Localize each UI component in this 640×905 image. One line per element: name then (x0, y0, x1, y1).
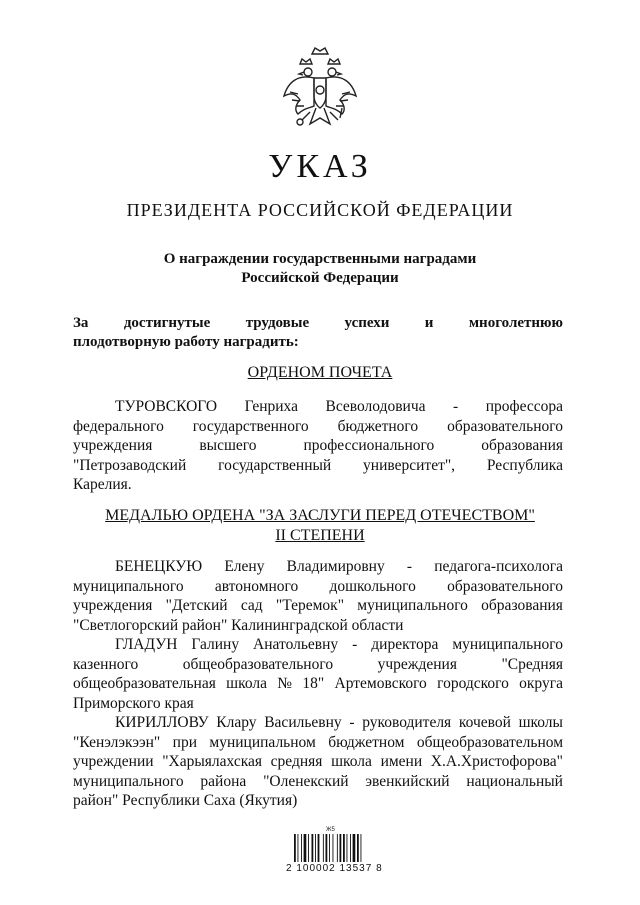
word: 18" (302, 675, 325, 692)
word: район" Республики Саха (Якутия) (73, 792, 298, 809)
word: - (352, 636, 358, 653)
barcode-bar (304, 834, 307, 862)
word: школа (226, 675, 267, 692)
barcode-bar (340, 834, 342, 862)
word: образовательного (447, 417, 563, 435)
word: Приморского края (73, 694, 194, 712)
word: ТУРОВСКОГО (115, 398, 218, 415)
barcode-bar (347, 834, 348, 862)
barcode-bar (315, 834, 316, 862)
barcode-bar (329, 834, 330, 862)
barcode-bar (312, 834, 314, 862)
heading-line: Российской Федерации (241, 270, 399, 286)
word: "Петрозаводский (73, 456, 187, 474)
word: Клару (216, 714, 257, 731)
word: учреждении (73, 753, 154, 770)
word: - (406, 558, 413, 575)
recipient-line (73, 791, 563, 811)
recipient-line (73, 436, 563, 456)
recipient-paragraph (73, 713, 563, 811)
word: Республика (486, 456, 563, 474)
word: Владимировну (286, 558, 385, 575)
word: автономного (214, 577, 299, 595)
word: общеобразовательного (182, 655, 334, 673)
word: муниципального (73, 772, 184, 790)
word: дошкольного (329, 577, 416, 595)
word: директора (371, 636, 439, 653)
award-title-line: ОРДЕНОМ ПОЧЕТА (247, 364, 393, 381)
word: средняя (270, 753, 323, 770)
barcode-bar (350, 834, 351, 862)
intro-paragraph (73, 314, 563, 352)
intro-line: плодотворную работу наградить: (73, 334, 299, 350)
barcode-bar (343, 834, 345, 862)
document-subtitle: ПРЕЗИДЕНТА РОССИЙСКОЙ ФЕДЕРАЦИИ (126, 200, 514, 220)
word: при (172, 733, 197, 751)
word: округа (519, 675, 563, 692)
recipient-line (73, 655, 563, 675)
intro-word: трудовые (245, 315, 310, 331)
word: муниципального (357, 597, 468, 614)
word: учреждения (377, 655, 457, 673)
recipient-paragraph (73, 557, 563, 635)
word: "Средняя (501, 655, 563, 673)
barcode-bar (333, 834, 334, 862)
word: Артемовского (334, 675, 427, 692)
word: государственного (192, 417, 309, 435)
word: городского (437, 675, 509, 692)
word: университет", (363, 456, 456, 474)
award-title-line: МЕДАЛЬЮ ОРДЕНА "ЗА ЗАСЛУГИ ПЕРЕД ОТЕЧЕСТВОМ" (105, 507, 535, 524)
word: района (200, 772, 247, 790)
word: Х.А.Христофорова" (430, 753, 563, 770)
word: профессионального (303, 437, 435, 454)
recipient-line (73, 475, 563, 495)
word: казенного (73, 655, 139, 673)
recipient-line (73, 713, 563, 733)
word: "Харыялахская (162, 753, 262, 770)
word: школа (331, 753, 372, 770)
recipient-line (73, 417, 563, 437)
recipient-line (73, 596, 563, 616)
award-title (0, 363, 640, 383)
word: учреждения (73, 597, 153, 614)
barcode-tag: Ж5 (326, 827, 335, 833)
word: № (277, 675, 293, 692)
recipient-line (73, 772, 563, 792)
word: высшего (199, 437, 257, 454)
word: профессора (485, 398, 563, 415)
recipient-line (73, 694, 563, 714)
barcode-bar (357, 834, 359, 862)
intro-line (73, 314, 563, 333)
heading-line: О награждении государственными наградами (163, 251, 477, 267)
word: национальный (466, 772, 563, 790)
word: БЕНЕЦКУЮ (115, 558, 203, 575)
word: муниципальном (209, 733, 316, 751)
word: "Оленекский (263, 772, 349, 790)
word: эвенкийский (365, 772, 450, 790)
award-title (0, 506, 640, 546)
barcode-bar (326, 834, 328, 862)
double-headed-eagle-emblem-icon (278, 44, 362, 140)
word: ГЛАДУН (115, 636, 178, 653)
word: - (453, 398, 459, 415)
word: сад (240, 597, 263, 614)
word: Галину (191, 636, 240, 653)
word: общеобразовательная (73, 675, 216, 692)
barcode-bar (301, 834, 302, 862)
word: Анатольевну (253, 636, 339, 653)
document-title: УКАЗ (268, 148, 372, 185)
word: педагога-психолога (434, 558, 563, 575)
recipient-line (73, 616, 563, 636)
intro-word: многолетнюю (468, 315, 563, 331)
word: учреждения (73, 437, 153, 454)
word: руководителя (362, 714, 452, 731)
word: КИРИЛЛОВУ (115, 714, 209, 731)
word: Елену (224, 558, 265, 575)
word: образования (481, 597, 563, 614)
word: федерального (73, 417, 164, 435)
word: образовательного (447, 577, 563, 595)
word: школы (518, 714, 563, 731)
recipient-line (73, 456, 563, 476)
intro-word: За (73, 315, 89, 331)
barcode-bar (298, 834, 299, 862)
word: "Детский (165, 597, 228, 614)
word: общеобразовательном (416, 733, 563, 751)
intro-word: успехи (344, 315, 390, 331)
recipient-line (73, 635, 563, 655)
word: муниципального (452, 636, 563, 653)
intro-word: и (424, 315, 434, 331)
word: образования (481, 437, 563, 454)
recipient-line (73, 733, 563, 753)
barcode-number: 2 100002 13537 8 (286, 863, 383, 874)
word: "Теремок" (275, 597, 345, 614)
recipient-paragraph (73, 397, 563, 495)
recipient-line (73, 674, 563, 694)
word: имени (380, 753, 423, 770)
barcode-bar (337, 834, 338, 862)
recipient-line (73, 577, 563, 597)
word: - (349, 714, 355, 731)
word: "Кенэлэкээн" (73, 733, 161, 751)
barcode-bar (323, 834, 324, 862)
document-heading (0, 250, 640, 288)
word: бюджетном (328, 733, 405, 751)
barcode-bar (361, 834, 362, 862)
word: Всеволодовича (325, 398, 426, 415)
word: Карелия. (73, 476, 132, 493)
barcode-bar (318, 834, 320, 862)
barcode-bar (294, 834, 296, 862)
recipient-line (73, 397, 563, 417)
award-title-line: II СТЕПЕНИ (275, 527, 365, 544)
word: Васильевну (264, 714, 342, 731)
recipient-paragraph (73, 635, 563, 713)
word: муниципального (73, 577, 184, 595)
barcode-bar (353, 834, 356, 862)
word: кочевой (458, 714, 511, 731)
word: Генриха (244, 398, 298, 415)
word: государственный (218, 456, 332, 474)
word: бюджетного (337, 417, 419, 435)
recipient-line (73, 557, 563, 577)
recipient-line (73, 752, 563, 772)
word: "Светлогорский район" Калининградской области (73, 616, 404, 634)
barcode-bar (308, 834, 309, 862)
intro-word: достигнутые (123, 315, 211, 331)
